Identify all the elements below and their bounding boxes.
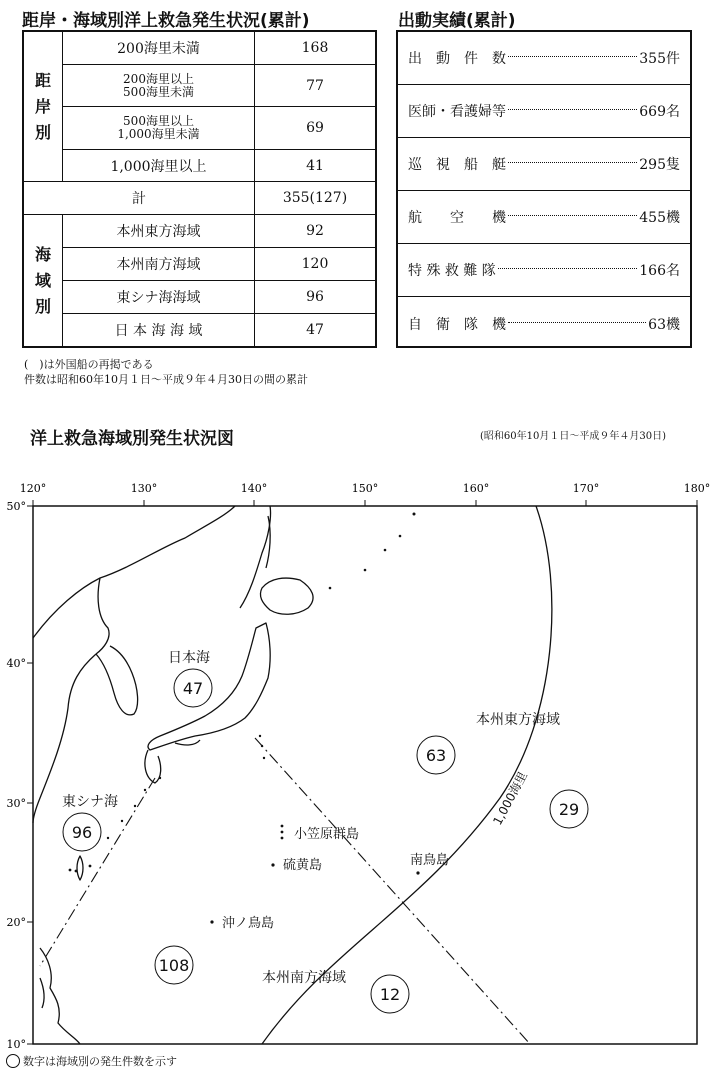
dispatch-table: [396, 30, 692, 348]
distance-sea-table: [22, 30, 377, 348]
row-value: 69: [255, 107, 377, 149]
row-label: 東シナ海海域: [63, 280, 255, 313]
place-ogasawara: 小笠原群島: [294, 827, 360, 842]
dispatch-value: 669名: [639, 104, 680, 120]
lon-label: 130°: [130, 482, 158, 495]
row-label: [63, 149, 255, 182]
dispatch-label: 出 動 件 数: [408, 51, 506, 67]
map-title: 洋上救急海域別発生状況図: [30, 429, 234, 449]
dispatch-row: [398, 297, 690, 350]
row-label: 本州東方海域: [63, 215, 255, 248]
dispatch-value: 355件: [639, 51, 680, 67]
region-name-japan-sea: 日本海: [168, 650, 210, 666]
dispatch-value: 295隻: [639, 157, 680, 173]
row-value: 77: [255, 65, 377, 107]
dispatch-row: [398, 32, 690, 85]
dispatch-value: 455機: [639, 210, 680, 226]
multiline-text: 1,000海里以上: [110, 158, 207, 175]
leader-dots: [508, 108, 637, 110]
dispatch-label: 特 殊 救 難 隊: [408, 263, 496, 279]
map-period: (昭和60年10月１日～平成９年４月30日): [480, 431, 666, 442]
lat-label: 50°: [6, 500, 26, 513]
place-minamitorishima: 南鳥島: [410, 853, 450, 868]
legend-circle-icon: [6, 1054, 20, 1068]
region-name-east-china-sea: 東シナ海: [62, 794, 118, 810]
note-period: 件数は昭和60年10月１日～平成９年４月30日の間の累計: [24, 373, 308, 386]
group-sea-label: [23, 215, 63, 347]
count-japan-sea: 47: [182, 679, 204, 698]
map-legend: [6, 1053, 177, 1069]
dispatch-row: [398, 244, 690, 297]
row-label: [63, 107, 255, 149]
dispatch-value: 166名: [639, 263, 680, 279]
lat-label: 20°: [6, 916, 26, 929]
total-value: 355(127): [255, 182, 377, 215]
row-value: 96: [255, 280, 377, 313]
dispatch-label: 自 衛 隊 機: [408, 316, 506, 333]
legend-text: 数字は海域別の発生件数を示す: [23, 1055, 177, 1068]
lon-label: 180°: [683, 482, 711, 495]
count-east-honshu: 63: [425, 746, 447, 765]
group-distance-label: [23, 31, 63, 182]
lat-label: 40°: [6, 657, 26, 670]
multiline-text: 200海里未満: [117, 41, 200, 58]
leader-dots: [508, 214, 637, 216]
leader-dots: [508, 321, 646, 323]
place-okinotorishima: 沖ノ鳥島: [222, 916, 275, 931]
arc-label: 1,000海里: [490, 769, 531, 828]
row-label: [63, 65, 255, 107]
leader-dots: [508, 161, 637, 163]
multiline-text: 距 岸 別: [34, 70, 51, 142]
row-value: 120: [255, 248, 377, 281]
dispatch-row: [398, 85, 690, 138]
lat-label: 10°: [6, 1038, 26, 1051]
multiline-text: 海 域 別: [34, 244, 51, 316]
dispatch-label: 航 空 機: [408, 210, 506, 226]
lat-label: 30°: [6, 797, 26, 810]
lon-label: 150°: [351, 482, 379, 495]
count-south-inner: 108: [158, 956, 190, 975]
count-east-china-sea: 96: [71, 823, 93, 842]
leader-dots: [498, 267, 637, 269]
region-name-east-honshu: 本州東方海域: [476, 712, 560, 728]
lon-label: 160°: [462, 482, 490, 495]
map-frame: [33, 506, 697, 1044]
row-value: 47: [255, 313, 377, 347]
dispatch-label: 医師・看護婦等: [408, 104, 506, 120]
table1-title: 距岸・海域別洋上救急発生状況(累計): [22, 11, 310, 31]
lon-label: 170°: [572, 482, 600, 495]
multiline-text: 200海里以上 500海里未満: [123, 71, 194, 99]
dispatch-value: 63機: [648, 316, 680, 333]
dispatch-row: [398, 138, 690, 191]
row-value: 168: [255, 31, 377, 65]
count-south-honshu: 12: [379, 985, 401, 1004]
count-east-honshu-outer: 29: [558, 800, 580, 819]
total-label: 計: [23, 182, 255, 215]
sea-area-map: [0, 478, 718, 1053]
region-name-south-honshu: 本州南方海域: [262, 970, 346, 986]
row-value: 41: [255, 149, 377, 182]
lon-label: 140°: [240, 482, 268, 495]
row-label: 日 本 海 海 域: [63, 313, 255, 347]
place-iwojima: 硫黄島: [283, 858, 323, 873]
row-label: 本州南方海域: [63, 248, 255, 281]
lon-label: 120°: [19, 482, 47, 495]
dispatch-label: 巡 視 船 艇: [408, 157, 506, 173]
row-label: [63, 31, 255, 65]
row-value: 92: [255, 215, 377, 248]
leader-dots: [508, 55, 637, 57]
arc-1000nm: [262, 506, 552, 1044]
note-foreign: ( )は外国船の再掲である: [24, 358, 154, 371]
multiline-text: 500海里以上 1,000海里未満: [117, 113, 200, 141]
dispatch-row: [398, 191, 690, 244]
table2-title: 出動実績(累計): [398, 11, 516, 31]
